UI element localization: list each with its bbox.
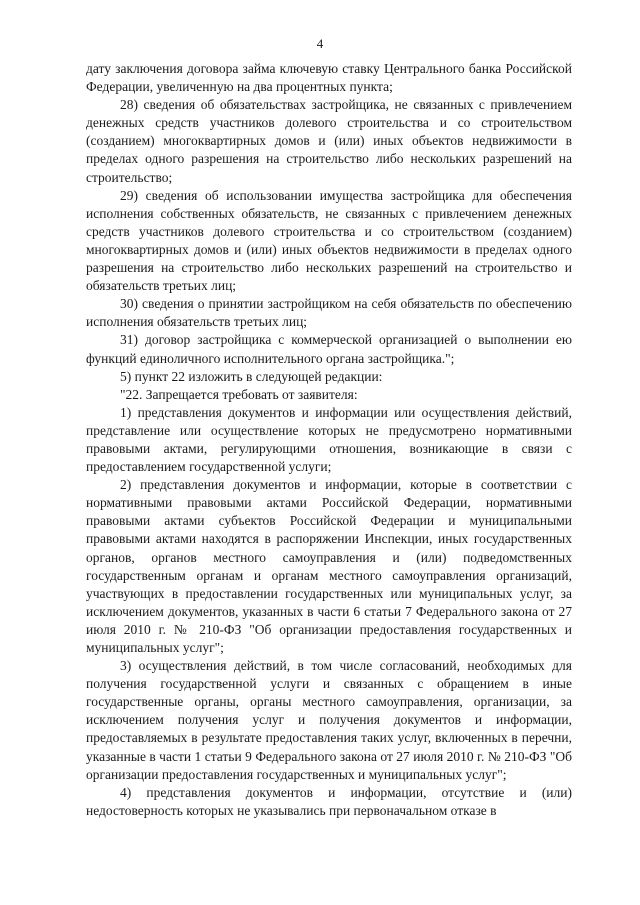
paragraph-item-30: 30) сведения о принятии застройщиком на себя обязательств по обеспечению исполнения обязательств третьих лиц; — [86, 296, 572, 330]
paragraph-item-29: 29) сведения об использовании имущества застройщика для обеспечения исполнения собственных обязательств, не связанных с привлечением денежных средств участников долевого строительства и со строительством (созданием) многоквартирных домов и (или) иных объектов недвижимости в пределах одного разрешения на строительство либо нескольких разрешений на строительство и обязательств третьих лиц; — [86, 187, 572, 294]
paragraph-clause-22-item-2: 2) представления документов и информации, которые в соответствии с нормативными правовыми актами Российской Федерации, нормативными правовыми актами субъектов Российской Федерации и муниципальными правовыми актами находятся в распоряжении Инспекции, иных государственных органов, органов местного самоуправления и (или) подведомственных государственным органам и органам местного самоуправления организаций, участвующих в предоставлении государственных или муниципальных услуг, за исключением документов, указанных в части 6 статьи 7 Федерального закона от 27 июля 2010 г. № 210-ФЗ "Об организации предоставления государственных и муниципальных услуг"; — [86, 477, 572, 655]
page-number: 4 — [316, 36, 324, 51]
paragraph-item-28: 28) сведения об обязательствах застройщика, не связанных с привлечением денежных средств участников долевого строительства и со строительством (созданием) многоквартирных домов и (или) иных объектов недвижимости в пределах одного разрешения на строительство либо нескольких разрешений на строительство; — [86, 97, 572, 185]
paragraph-item-31: 31) договор застройщика с коммерческой организацией о выполнении ею функций единоличного исполнительного органа застройщика."; — [86, 332, 572, 366]
paragraph-continuation: дату заключения договора займа ключевую ставку Центрального банка Российской Федерации, увеличенную на два процентных пункта; — [86, 61, 572, 95]
paragraph-clause-22-item-1: 1) представления документов и информации или осуществления действий, представление или осуществление которых не предусмотрено нормативными правовыми актами, регулирующими отношения, возникающие в связи с предоставлением государственной услуги; — [86, 404, 572, 475]
paragraph-clause-22-item-4: 4) представления документов и информации, отсутствие и (или) недостоверность которых не указывались при первоначальном отказе в — [86, 784, 572, 818]
paragraph-clause-22-heading: "22. Запрещается требовать от заявителя: — [120, 386, 358, 402]
document-body — [86, 60, 572, 820]
paragraph-amendment-5: 5) пункт 22 изложить в следующей редакции: — [120, 368, 383, 384]
paragraph-clause-22-item-3: 3) осуществления действий, в том числе согласований, необходимых для получения государственной услуги и связанных с обращением в иные государственные органы, органы местного самоуправления, организации, за исключением получения услуг и получения документов и информации, предоставляемых в результате предоставления таких услуг, включенных в перечни, указанные в части 1 статьи 9 Федерального закона от 27 июля 2010 г. № 210-ФЗ "Об организации предоставления государственных и муниципальных услуг"; — [86, 658, 572, 782]
